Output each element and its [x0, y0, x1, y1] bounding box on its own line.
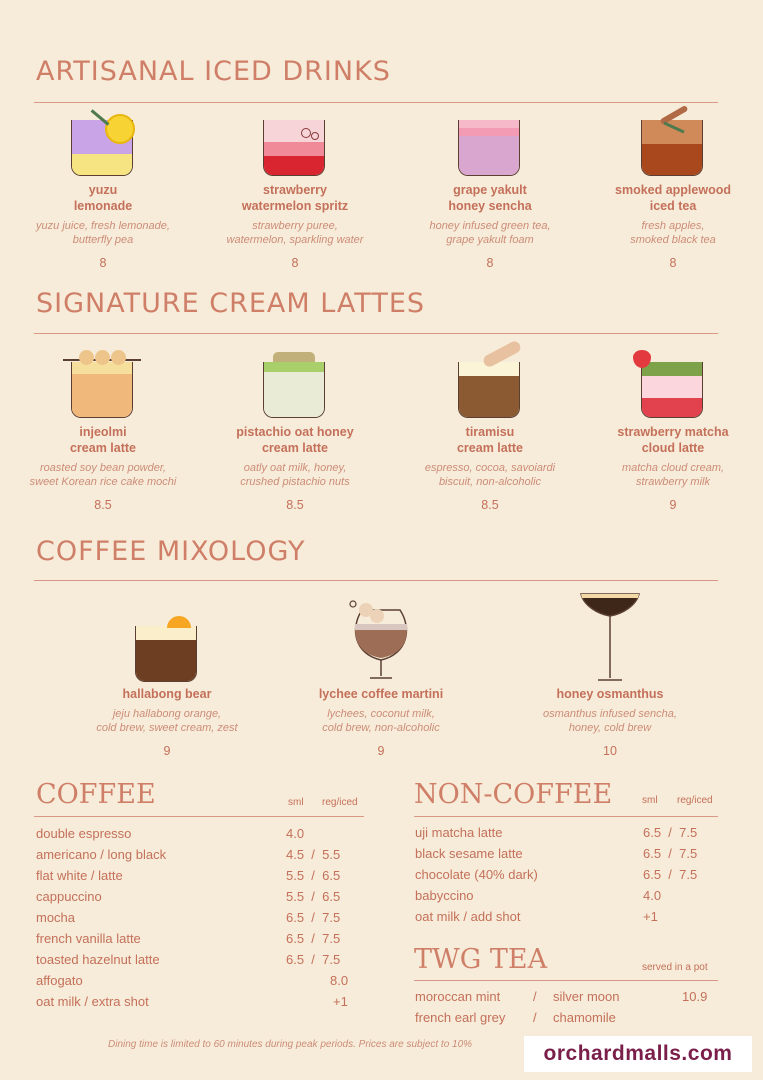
- item-price: 8: [99, 256, 107, 270]
- tea-separator: /: [533, 989, 537, 1004]
- item-name: oat milk / extra shot: [36, 994, 149, 1009]
- coffee-col-sml: sml: [288, 797, 304, 808]
- item-price: 8: [291, 256, 299, 270]
- menu-item-hallabong: [72, 612, 262, 758]
- menu-item-pistachio: [200, 354, 390, 512]
- menu-item-yuzu-lemonade: [8, 112, 198, 270]
- item-name: strawberry watermelon spritz: [241, 183, 349, 213]
- item-name: grape yakult honey sencha: [448, 183, 532, 213]
- tea-separator: /: [533, 1010, 537, 1025]
- item-name: yuzu lemonade: [73, 183, 133, 213]
- section-divider: [34, 102, 718, 103]
- item-name: honey osmanthus: [556, 687, 664, 701]
- menu-item-lychee-martini: [286, 598, 476, 758]
- item-name: black sesame latte: [415, 846, 523, 861]
- item-name: injeolmi cream latte: [69, 425, 136, 455]
- tea-divider: [414, 980, 718, 981]
- coffee-item: [36, 868, 123, 883]
- coffee-item: [36, 952, 160, 967]
- item-description: matcha cloud cream, strawberry milk: [621, 462, 725, 488]
- strawberry-spritz-glass-icon: [263, 112, 327, 178]
- item-name: cappuccino: [36, 889, 102, 904]
- item-name: flat white / latte: [36, 868, 123, 883]
- item-price: 8: [669, 256, 677, 270]
- item-price: 8.5: [481, 498, 499, 512]
- noncoffee-item: [415, 867, 538, 882]
- item-description: roasted soy bean powder, sweet Korean rice cake mochi: [29, 462, 177, 488]
- item-description: lychees, coconut milk, cold brew, non-alcoholic: [322, 708, 440, 734]
- item-name: babyccino: [415, 888, 474, 903]
- item-name: chocolate (40% dark): [415, 867, 538, 882]
- snifter-glass-svg: [346, 598, 416, 682]
- noncoffee-price: 6.5 / 7.5: [643, 846, 698, 861]
- item-description: jeju hallabong orange, cold brew, sweet cream, zest: [96, 708, 238, 734]
- footer-note: Dining time is limited to 60 minutes during peak periods. Prices are subject to 10%: [108, 1039, 473, 1050]
- tea-item: moroccan mint: [415, 989, 501, 1004]
- tea-price: 10.9: [682, 989, 708, 1004]
- watermark-link[interactable]: orchardmalls.com: [524, 1036, 752, 1072]
- coffee-heading: COFFEE: [36, 779, 156, 810]
- noncoffee-heading: NON-COFFEE: [414, 779, 613, 810]
- item-description: fresh apples, smoked black tea: [630, 220, 716, 246]
- item-name: double espresso: [36, 826, 132, 841]
- coffee-price: 8.0: [330, 973, 349, 988]
- coupe-glass-svg: [578, 592, 642, 682]
- section-title-iced: ARTISANAL ICED DRINKS: [36, 56, 391, 87]
- noncoffee-price: 4.0: [643, 888, 662, 903]
- tea-note: served in a pot: [642, 962, 708, 973]
- menu-item-strawberry-spritz: [200, 112, 390, 270]
- noncoffee-item: [415, 846, 523, 861]
- coffee-col-reg: reg/iced: [322, 797, 358, 808]
- noncoffee-price: 6.5 / 7.5: [643, 867, 698, 882]
- noncoffee-divider: [414, 816, 718, 817]
- menu-item-tiramisu: [395, 354, 585, 512]
- coffee-price: 6.5 / 7.5: [286, 931, 341, 946]
- noncoffee-price: 6.5 / 7.5: [643, 825, 698, 840]
- coffee-price: +1: [333, 994, 348, 1009]
- injeolmi-glass-icon: [71, 354, 135, 420]
- noncoffee-price: +1: [643, 909, 658, 924]
- menu-item-honey-osmanthus: [515, 592, 705, 758]
- tea-heading: TWG TEA: [414, 944, 548, 975]
- coffee-item: [36, 973, 83, 988]
- pistachio-glass-icon: [263, 354, 327, 420]
- item-price: 9: [669, 498, 677, 512]
- item-name: affogato: [36, 973, 83, 988]
- smoked-tea-glass-icon: [641, 112, 705, 178]
- item-name: tiramisu cream latte: [456, 425, 523, 455]
- coffee-price: 4.5 / 5.5: [286, 847, 341, 862]
- yuzu-lemonade-glass-icon: [71, 112, 135, 178]
- coffee-price: 6.5 / 7.5: [286, 910, 341, 925]
- strawberry-matcha-glass-icon: [641, 354, 705, 420]
- section-title-mixology: COFFEE MIXOLOGY: [36, 536, 306, 567]
- item-description: honey infused green tea, grape yakult foam: [429, 220, 551, 246]
- section-divider: [34, 580, 718, 581]
- coffee-item: [36, 931, 141, 946]
- grape-yakult-glass-icon: [458, 112, 522, 178]
- item-price: 8: [486, 256, 494, 270]
- item-description: oatly oat milk, honey, crushed pistachio nuts: [240, 462, 350, 488]
- section-divider: [34, 333, 718, 334]
- item-name: americano / long black: [36, 847, 167, 862]
- coffee-price: 6.5 / 7.5: [286, 952, 341, 967]
- menu-item-strawberry-matcha: [578, 354, 763, 512]
- tea-item: chamomile: [553, 1010, 616, 1025]
- item-description: yuzu juice, fresh lemonade, butterfly pea: [36, 220, 170, 246]
- item-name: lychee coffee martini: [318, 687, 444, 701]
- item-price: 9: [163, 744, 171, 758]
- item-price: 8.5: [286, 498, 304, 512]
- item-name: hallabong bear: [122, 687, 212, 701]
- item-name: french vanilla latte: [36, 931, 141, 946]
- noncoffee-item: [415, 909, 521, 924]
- coffee-item: [36, 994, 149, 1009]
- coupe-glass-icon: [578, 592, 642, 682]
- coffee-divider: [34, 816, 364, 817]
- coffee-item: [36, 910, 75, 925]
- coffee-price: 5.5 / 6.5: [286, 868, 341, 883]
- tiramisu-glass-icon: [458, 354, 522, 420]
- item-price: 9: [377, 744, 385, 758]
- item-name: oat milk / add shot: [415, 909, 521, 924]
- item-name: mocha: [36, 910, 76, 925]
- item-name: strawberry matcha cloud latte: [617, 425, 729, 455]
- coffee-item: [36, 889, 102, 904]
- item-name: smoked applewood iced tea: [615, 183, 731, 213]
- snifter-glass-icon: [346, 598, 416, 682]
- item-description: osmanthus infused sencha, honey, cold brew: [543, 708, 677, 734]
- noncoffee-item: [415, 888, 474, 903]
- noncoffee-item: [415, 825, 502, 840]
- item-description: strawberry puree, watermelon, sparkling water: [226, 220, 364, 246]
- item-description: espresso, cocoa, savoiardi biscuit, non-alcoholic: [424, 462, 556, 488]
- tea-item: silver moon: [553, 989, 620, 1004]
- coffee-price: 4.0: [286, 826, 305, 841]
- coffee-price: 5.5 / 6.5: [286, 889, 341, 904]
- coffee-item: [36, 847, 166, 862]
- item-price: 8.5: [94, 498, 112, 512]
- noncoffee-col-sml: sml: [642, 795, 658, 806]
- menu-item-smoked-applewood: [578, 112, 763, 270]
- section-title-lattes: SIGNATURE CREAM LATTES: [36, 288, 426, 319]
- item-name: toasted hazelnut latte: [36, 952, 160, 967]
- item-name: pistachio oat honey cream latte: [236, 425, 354, 455]
- item-name: uji matcha latte: [415, 825, 503, 840]
- item-price: 10: [603, 744, 617, 758]
- hallabong-glass-icon: [135, 612, 199, 682]
- coffee-item: [36, 826, 131, 841]
- menu-item-grape-yakult: [395, 112, 585, 270]
- noncoffee-col-reg: reg/iced: [677, 795, 713, 806]
- tea-item: french earl grey: [415, 1010, 506, 1025]
- menu-item-injeolmi: [8, 354, 198, 512]
